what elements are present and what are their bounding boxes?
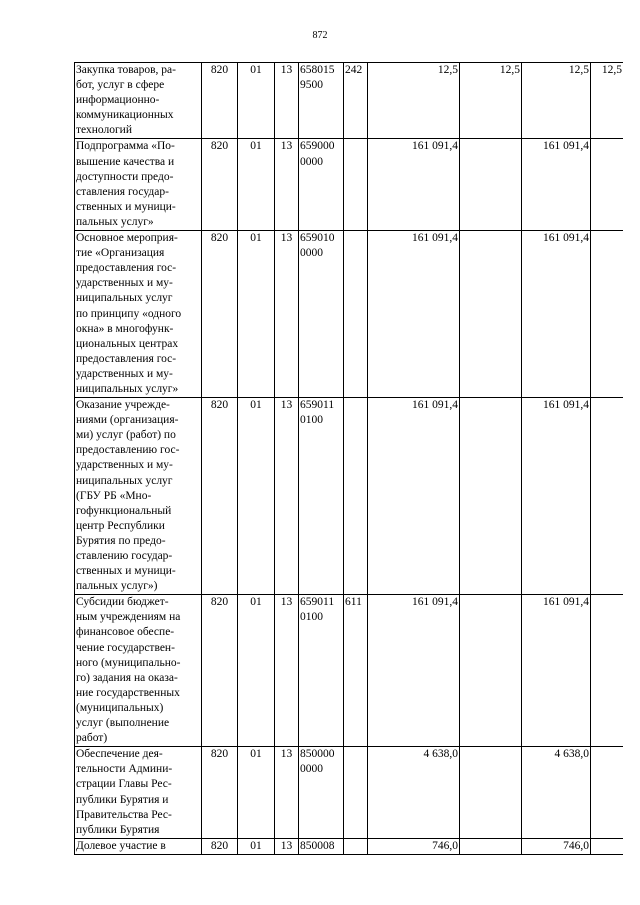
table-row	[75, 747, 624, 839]
amount-col3-cell: 12,5	[522, 63, 591, 139]
section-code-cell: 01	[238, 231, 275, 398]
amount-col2-cell	[460, 595, 522, 747]
amount-col3-cell: 161 091,4	[522, 139, 591, 231]
amount-total-cell: 12,5	[368, 63, 460, 139]
expense-type-cell	[344, 139, 368, 231]
amount-col2-cell: 12,5	[460, 63, 522, 139]
section-code-cell: 01	[238, 595, 275, 747]
amount-col2-cell	[460, 747, 522, 839]
expense-type-cell	[344, 398, 368, 595]
item-name-line: тие «Организация	[76, 247, 165, 260]
section-code-cell: 01	[238, 398, 275, 595]
item-name-cell	[75, 398, 202, 595]
target-article-line: 659011	[300, 399, 335, 412]
item-name-line: технологий	[76, 124, 132, 137]
subsection-code-cell: 13	[275, 139, 299, 231]
item-name-line: ственных и муници-	[76, 200, 176, 213]
item-name-line: ниципальных услуг	[76, 292, 173, 305]
item-name-line: финансовое обеспе-	[76, 626, 175, 639]
item-name-line: Закупка товаров, ра-	[76, 64, 176, 76]
item-name-line: доступности предо-	[76, 170, 174, 183]
item-name-line: ниципальных услуг»	[76, 382, 179, 395]
item-name-line: Правительства Рес-	[76, 808, 172, 821]
item-name-line: по принципу «одного	[76, 307, 182, 320]
item-name-line: страции Главы Рес-	[76, 778, 172, 791]
amount-total-cell: 4 638,0	[368, 747, 460, 839]
item-name-line: предоставления гос-	[76, 262, 177, 275]
target-article-line: 850000	[300, 748, 335, 761]
subsection-code-cell: 13	[275, 595, 299, 747]
table-row	[75, 595, 624, 747]
amount-col3-cell: 161 091,4	[522, 231, 591, 398]
item-name-line: вышение качества и	[76, 155, 175, 168]
amount-col4-cell	[591, 231, 624, 398]
amount-col3-cell: 161 091,4	[522, 398, 591, 595]
subsection-code-cell: 13	[275, 747, 299, 839]
item-name-line: предоставления гос-	[76, 352, 177, 365]
expense-type-cell: 242	[344, 63, 368, 139]
ministry-code-cell: 820	[202, 231, 238, 398]
item-name-cell	[75, 595, 202, 747]
item-name-line: пальных услуг»)	[76, 580, 158, 593]
budget-table	[74, 62, 623, 855]
amount-col2-cell	[460, 231, 522, 398]
target-article-cell	[299, 595, 344, 747]
item-name-line: ударственных и му-	[76, 459, 173, 472]
amount-col2-cell	[460, 838, 522, 854]
item-name-line: циональных центрах	[76, 337, 179, 350]
subsection-code-cell: 13	[275, 398, 299, 595]
item-name-line: (ГБУ РБ «Мно-	[76, 489, 152, 502]
ministry-code-cell: 820	[202, 838, 238, 854]
expense-type-cell	[344, 747, 368, 839]
item-name-line: Оказание учрежде-	[76, 399, 170, 412]
target-article-cell	[299, 398, 344, 595]
item-name-line: ниями (организация-	[76, 414, 179, 427]
ministry-code-cell: 820	[202, 63, 238, 139]
item-name-line: чение государствен-	[76, 641, 175, 654]
table-row	[75, 63, 624, 139]
item-name-line: ным учреждениям на	[76, 611, 181, 624]
item-name-line: (муниципальных)	[76, 701, 164, 714]
item-name-line: услуг (выполнение	[76, 717, 170, 730]
amount-col2-cell	[460, 139, 522, 231]
item-name-line: центр Республики	[76, 519, 165, 532]
item-name-line: Субсидии бюджет-	[76, 596, 169, 609]
table-row	[75, 398, 624, 595]
ministry-code-cell: 820	[202, 398, 238, 595]
item-name-line: ударственных и му-	[76, 367, 173, 380]
amount-col4-cell	[591, 398, 624, 595]
item-name-line: ниципальных услуг	[76, 474, 173, 487]
item-name-line: бот, услуг в сфере	[76, 79, 165, 92]
target-article-line: 0000	[300, 763, 323, 776]
item-name-line: ного (муниципально-	[76, 656, 181, 669]
ministry-code-cell: 820	[202, 747, 238, 839]
amount-col2-cell	[460, 398, 522, 595]
target-article-cell	[299, 63, 344, 139]
item-name-line: Подпрограмма «По-	[76, 140, 175, 153]
subsection-code-cell: 13	[275, 838, 299, 854]
item-name-line: Основное мероприя-	[76, 232, 178, 245]
expense-type-cell	[344, 838, 368, 854]
item-name-line: публики Бурятия	[76, 823, 160, 836]
item-name-cell	[75, 231, 202, 398]
expense-type-cell: 611	[344, 595, 368, 747]
expense-type-cell	[344, 231, 368, 398]
amount-col4-cell	[591, 747, 624, 839]
amount-col4-cell	[591, 838, 624, 854]
amount-total-cell: 161 091,4	[368, 398, 460, 595]
section-code-cell: 01	[238, 747, 275, 839]
item-name-line: ственных и муници-	[76, 565, 176, 578]
amount-total-cell: 161 091,4	[368, 231, 460, 398]
item-name-line: Бурятия по предо-	[76, 534, 166, 547]
amount-col3-cell: 4 638,0	[522, 747, 591, 839]
amount-col4-cell	[591, 139, 624, 231]
target-article-line: 0000	[300, 155, 323, 168]
amount-col3-cell: 161 091,4	[522, 595, 591, 747]
item-name-line: гофункциональный	[76, 504, 172, 517]
item-name-line: коммуникационных	[76, 109, 174, 122]
item-name-line: пальных услуг»	[76, 215, 154, 228]
target-article-cell	[299, 838, 344, 854]
item-name-line: ставления государ-	[76, 185, 169, 198]
table-row	[75, 838, 624, 854]
target-article-line: 9500	[300, 79, 323, 92]
target-article-line: 659010	[300, 232, 335, 245]
target-article-cell	[299, 139, 344, 231]
item-name-line: Обеспечение дея-	[76, 748, 163, 761]
item-name-line: ми) услуг (работ) по	[76, 429, 176, 442]
item-name-line: окна» в многофунк-	[76, 322, 174, 335]
item-name-line: ние государственных	[76, 686, 180, 699]
ministry-code-cell: 820	[202, 595, 238, 747]
subsection-code-cell: 13	[275, 231, 299, 398]
table-row	[75, 139, 624, 231]
section-code-cell: 01	[238, 139, 275, 231]
item-name-line: ударственных и му-	[76, 277, 173, 290]
target-article-line: 659000	[300, 140, 335, 153]
item-name-line: предоставлению гос-	[76, 444, 180, 457]
ministry-code-cell: 820	[202, 139, 238, 231]
item-name-cell	[75, 63, 202, 139]
table-row	[75, 231, 624, 398]
item-name-line: информационно-	[76, 94, 160, 107]
item-name-line: публики Бурятия и	[76, 793, 169, 806]
section-code-cell: 01	[238, 63, 275, 139]
page-number: 872	[312, 30, 328, 41]
section-code-cell: 01	[238, 838, 275, 854]
target-article-cell	[299, 747, 344, 839]
target-article-line: 659011	[300, 596, 335, 609]
subsection-code-cell: 13	[275, 63, 299, 139]
amount-total-cell: 161 091,4	[368, 139, 460, 231]
amount-col4-cell	[591, 595, 624, 747]
item-name-line: ставлению государ-	[76, 550, 173, 562]
item-name-line: тельности Админи-	[76, 763, 173, 776]
target-article-line: 0100	[300, 611, 323, 624]
target-article-line: 0100	[300, 414, 323, 427]
item-name-line: го) задания на оказа-	[76, 671, 178, 684]
budget-table-body	[75, 63, 624, 855]
item-name-line: Долевое участие в	[76, 839, 166, 852]
target-article-line: 850008	[300, 839, 335, 852]
item-name-cell	[75, 139, 202, 231]
item-name-cell	[75, 747, 202, 839]
amount-col4-cell: 12,5	[591, 63, 624, 139]
amount-col3-cell: 746,0	[522, 838, 591, 854]
amount-total-cell: 746,0	[368, 838, 460, 854]
item-name-line: работ)	[76, 732, 108, 745]
target-article-cell	[299, 231, 344, 398]
target-article-line: 658015	[300, 64, 335, 76]
amount-total-cell: 161 091,4	[368, 595, 460, 747]
target-article-line: 0000	[300, 247, 323, 260]
item-name-cell	[75, 838, 202, 854]
